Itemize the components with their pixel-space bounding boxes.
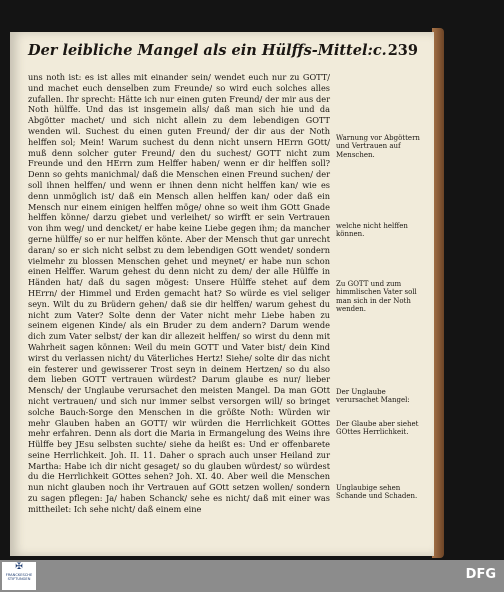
library-name: FRANCKESCHE STIFTUNGEN (5, 573, 33, 582)
margin-note: Der Glaube aber siehet GOttes Herrlichkeit. (336, 420, 419, 437)
margin-note: Der Unglaube verursachet Mangel: (336, 388, 410, 405)
page-number: 239 (387, 42, 418, 59)
running-head-title: Der leibliche Mangel als ein Hülffs-Mittel:c. (28, 42, 387, 59)
dfg-logo[interactable]: DFG (465, 567, 496, 582)
crest-icon: ✠ (15, 562, 23, 572)
margin-note: welche nicht helffen können. (336, 222, 408, 239)
margin-note: Zu GOTT und zum himmlischen Vater soll man sich in der Noth wenden. (336, 280, 417, 314)
margin-note: Unglaubige sehen Schande und Schaden. (336, 484, 418, 501)
library-logo[interactable] (2, 562, 36, 590)
viewer-footer (0, 560, 504, 592)
running-head (28, 42, 418, 59)
book-page (10, 32, 434, 556)
margin-note: Warnung vor Abgöttern und Vertrauen auf Menschen. (336, 134, 420, 159)
body-paragraph: uns noth ist: es ist alles mit einander sein/ wendet euch nur zu GOTT/ und machet euch denselben zum Freunde/ so wird euch solches alles zufallen. Ihr sprecht: Hätte ich nur einen guten Freund/ der mir aus der Noth hülffe. Und das ist insgemein alls/ daß man sich hie und da Abgötter machet/ und sich nicht allein zu dem lebendigen GOTT wenden wil. Suchest du einen guten Freund/ der dir aus der Noth helffen sol; Mein! Warum suchest du denn nicht unsern HErrn GOtt/ muß denn solcher guter Freund/ den du suchest/ GOTT nicht zum Freunde und den HErrn zum Helffer haben/ wenn er dir helffen soll? Denn so gehts manichmal/ daß die Menschen einen Freund suchen/ der soll ihnen helffen/ und wenn er ihnen denn nicht helffen kan/ wie es denn unmöglich ist/ daß ein Mensch allen helffen kan/ oder daß ein Mensch nur einem einigen helffen möge/ ohne so weit ihm GOtt Gnade helffen könne/ darzu giebet und verleihet/ so wirfft er sein Vertrauen von ihm weg/ und dencket/ er habe keine Liebe gegen ihm; da mancher gerne hülffe/ so er nur helffen könte. Aber der Mensch thut gar unrecht daran/ so er sich nicht selbst zu dem lebendigen GOtt wendet/ sondern vielmehr zu blossen Menschen gehet und meynet/ er habe nun schon einen Helffer. Warum gehest du denn nicht zu dem/ der alle Hülffe in Händen hat/ daß du sagen mögest: Unsere Hülffe stehet auf dem HErrn/ der Himmel und Erden gemacht hat? So würde es viel seliger seyn. Wilt du zu Brüdern gehen/ daß sie dir helffen/ warum gehest du nicht zum Vater? Solte denn der Vater nicht mehr Liebe haben zu seinem eigenen Kinde/ als ein Bruder zu dem andern? Darum wende dich zum Vater selbst/ der kan dir allezeit helffen/ so wirst du denn mit Wahrheit sagen können: Weil du mein GOTT und Vater bist/ dein Kind wirst du verlassen nicht/ du Väterliches Hertz! Siehe/ solte dir das nicht ein festerer und gewisserer Trost seyn in deinem Hertzen/ so du also dem lieben GOTT vertrauen würdest? Darum glaube es nur/ lieber Mensch/ der Unglaube verursachet den meisten Mangel. Da man GOtt nicht vertrauen/ und sich nur immer selbst versorgen will/ so bringet solche Bauch-Sorge den Menschen in die größte Noth: Würden wir mehr Glauben haben an GOTT/ wir würden die Herrlichkeit GOttes mehr erfahren. Denn als dort die Maria in Ermangelung des Weins ihre Hülffe bey JEsu selbsten suchte/ siehe da heißt es: Und er offenbarete seine Herrlichkeit. Joh. II. 11. Daher o sprach auch unser Heiland zur Martha: Habe ich dir nicht gesaget/ so du glauben würdest/ so würdest du die Herrlichkeit GOttes sehen? Joh. XI. 40. Aber weil die Menschen nun nicht glauben noch ihr Vertrauen auf GOtt setzen wollen/ sondern zu sagen pflegen: Ja/ haben Schanck/ sehe es nicht/ daß mit einer was mittheilet: Ich sehe nicht/ daß einem eine (28, 72, 330, 514)
main-text-column (28, 72, 330, 515)
